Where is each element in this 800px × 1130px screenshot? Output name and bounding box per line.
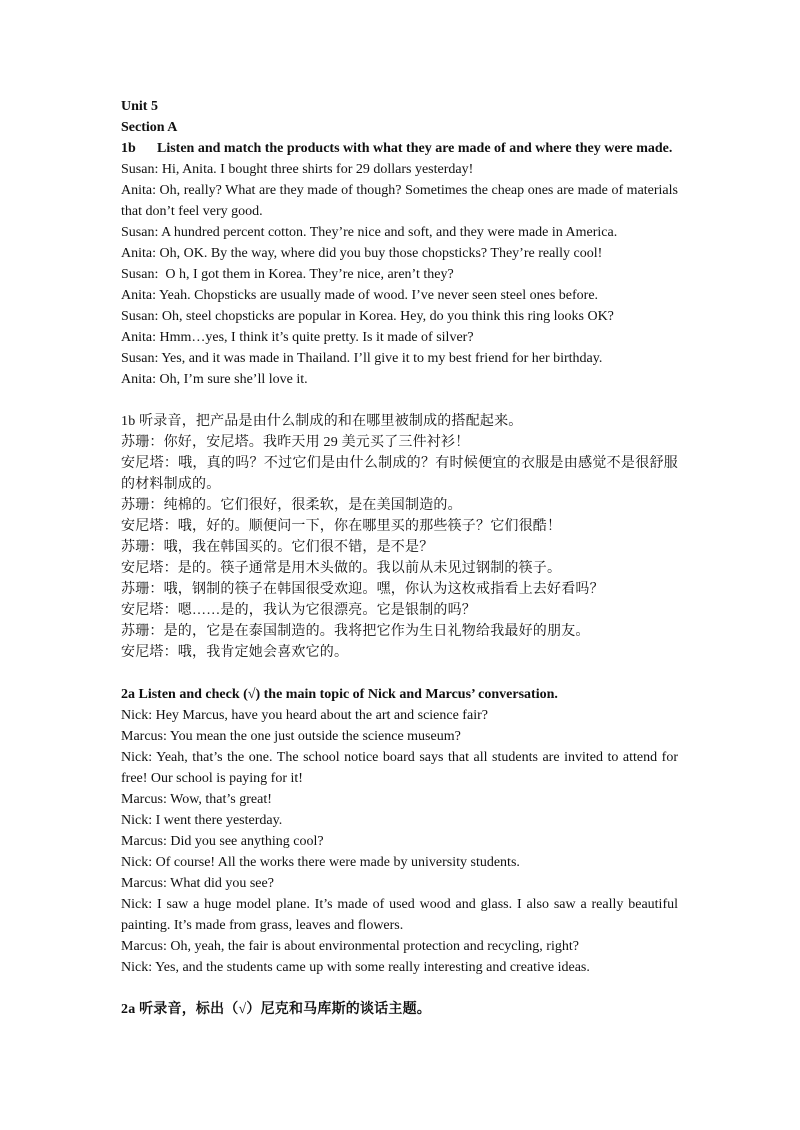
dialogue-line-cn: 苏珊：纯棉的。它们很好，很柔软，是在美国制造的。	[121, 498, 462, 513]
dialogue-line: Marcus: What did you see?	[121, 876, 274, 891]
dialogue-line: Marcus: Wow, that’s great!	[121, 792, 272, 807]
part-1b-instruction: Listen and match the products with what they are made of and where they were made.	[157, 141, 673, 156]
dialogue-line-cn: 苏珊：哦，我在韩国买的。它们很不错，是不是？	[121, 540, 434, 555]
part-1b-number: 1b	[121, 141, 136, 156]
dialogue-line: Nick: Yes, and the students came up with some really interesting and creative ideas.	[121, 960, 590, 975]
dialogue-line: Nick: I went there yesterday.	[121, 813, 283, 828]
unit-heading: Unit 5	[121, 99, 158, 114]
dialogue-line: Susan: Yes, and it was made in Thailand. I’ll give it to my best friend for her birthday.	[121, 351, 603, 366]
document-page	[121, 96, 678, 1020]
dialogue-line-cn: 安尼塔：哦，我肯定她会喜欢它的。	[121, 645, 349, 660]
dialogue-line-cn: 苏珊：是的，它是在泰国制造的。我将把它作为生日礼物给我最好的朋友。	[121, 624, 590, 639]
dialogue-line-cn: 安尼塔：嗯……是的，我认为它很漂亮。它是银制的吗？	[121, 603, 476, 618]
dialogue-line-cn: 苏珊：你好，安尼塔。我昨天用 29 美元买了三件衬衫！	[121, 435, 470, 450]
dialogue-line: Anita: Hmm…yes, I think it’s quite pretty. Is it made of silver?	[121, 330, 474, 345]
dialogue-line: Marcus: You mean the one just outside the science museum?	[121, 729, 461, 744]
dialogue-line-cn: 安尼塔：哦，真的吗？不过它们是由什么制成的？有时候便宜的衣服是由感觉不是很舒服的材料制成的。	[121, 456, 678, 492]
dialogue-line: Marcus: Did you see anything cool?	[121, 834, 324, 849]
part-2a-title: 2a Listen and check (√) the main topic of Nick and Marcus’ conversation.	[121, 687, 558, 702]
dialogue-line: Susan: Oh, steel chopsticks are popular in Korea. Hey, do you think this ring looks OK?	[121, 309, 614, 324]
dialogue-line: Anita: Oh, really? What are they made of though? Sometimes the cheap ones are made of materials that don’t feel very good.	[121, 183, 678, 219]
part-2a-cn-title: 2a 听录音，标出（√）尼克和马库斯的谈话主题。	[121, 1002, 431, 1017]
dialogue-line: Susan: Hi, Anita. I bought three shirts for 29 dollars yesterday!	[121, 162, 474, 177]
dialogue-line: Anita: Yeah. Chopsticks are usually made of wood. I’ve never seen steel ones before.	[121, 288, 599, 303]
dialogue-line: Nick: Hey Marcus, have you heard about the art and science fair?	[121, 708, 488, 723]
dialogue-line-cn: 苏珊：哦，钢制的筷子在韩国很受欢迎。嘿，你认为这枚戒指看上去好看吗？	[121, 582, 604, 597]
part-1b-title	[121, 138, 678, 159]
part-1b-cn-title: 1b 听录音，把产品是由什么制成的和在哪里被制成的搭配起来。	[121, 414, 523, 429]
dialogue-line: Nick: Of course! All the works there were made by university students.	[121, 855, 520, 870]
spacer	[121, 978, 678, 999]
section-heading: Section A	[121, 120, 178, 135]
spacer	[121, 663, 678, 684]
dialogue-line: Anita: Oh, OK. By the way, where did you buy those chopsticks? They’re really cool!	[121, 246, 603, 261]
dialogue-line-cn: 安尼塔：哦，好的。顺便问一下，你在哪里买的那些筷子？它们很酷！	[121, 519, 562, 534]
dialogue-line: Nick: I saw a huge model plane. It’s made of used wood and glass. I also saw a really beautiful painting. It’s made from grass, leaves and flowers.	[121, 897, 678, 933]
dialogue-line: Susan: A hundred percent cotton. They’re nice and soft, and they were made in America.	[121, 225, 618, 240]
dialogue-line: Susan: O h, I got them in Korea. They’re nice, aren’t they?	[121, 267, 454, 282]
dialogue-line: Nick: Yeah, that’s the one. The school notice board says that all students are invited to attend for free! Our school is paying for it!	[121, 750, 678, 786]
dialogue-line: Anita: Oh, I’m sure she’ll love it.	[121, 372, 308, 387]
spacer	[121, 390, 678, 411]
dialogue-line: Marcus: Oh, yeah, the fair is about environmental protection and recycling, right?	[121, 939, 579, 954]
dialogue-line-cn: 安尼塔：是的。筷子通常是用木头做的。我以前从未见过钢制的筷子。	[121, 561, 562, 576]
